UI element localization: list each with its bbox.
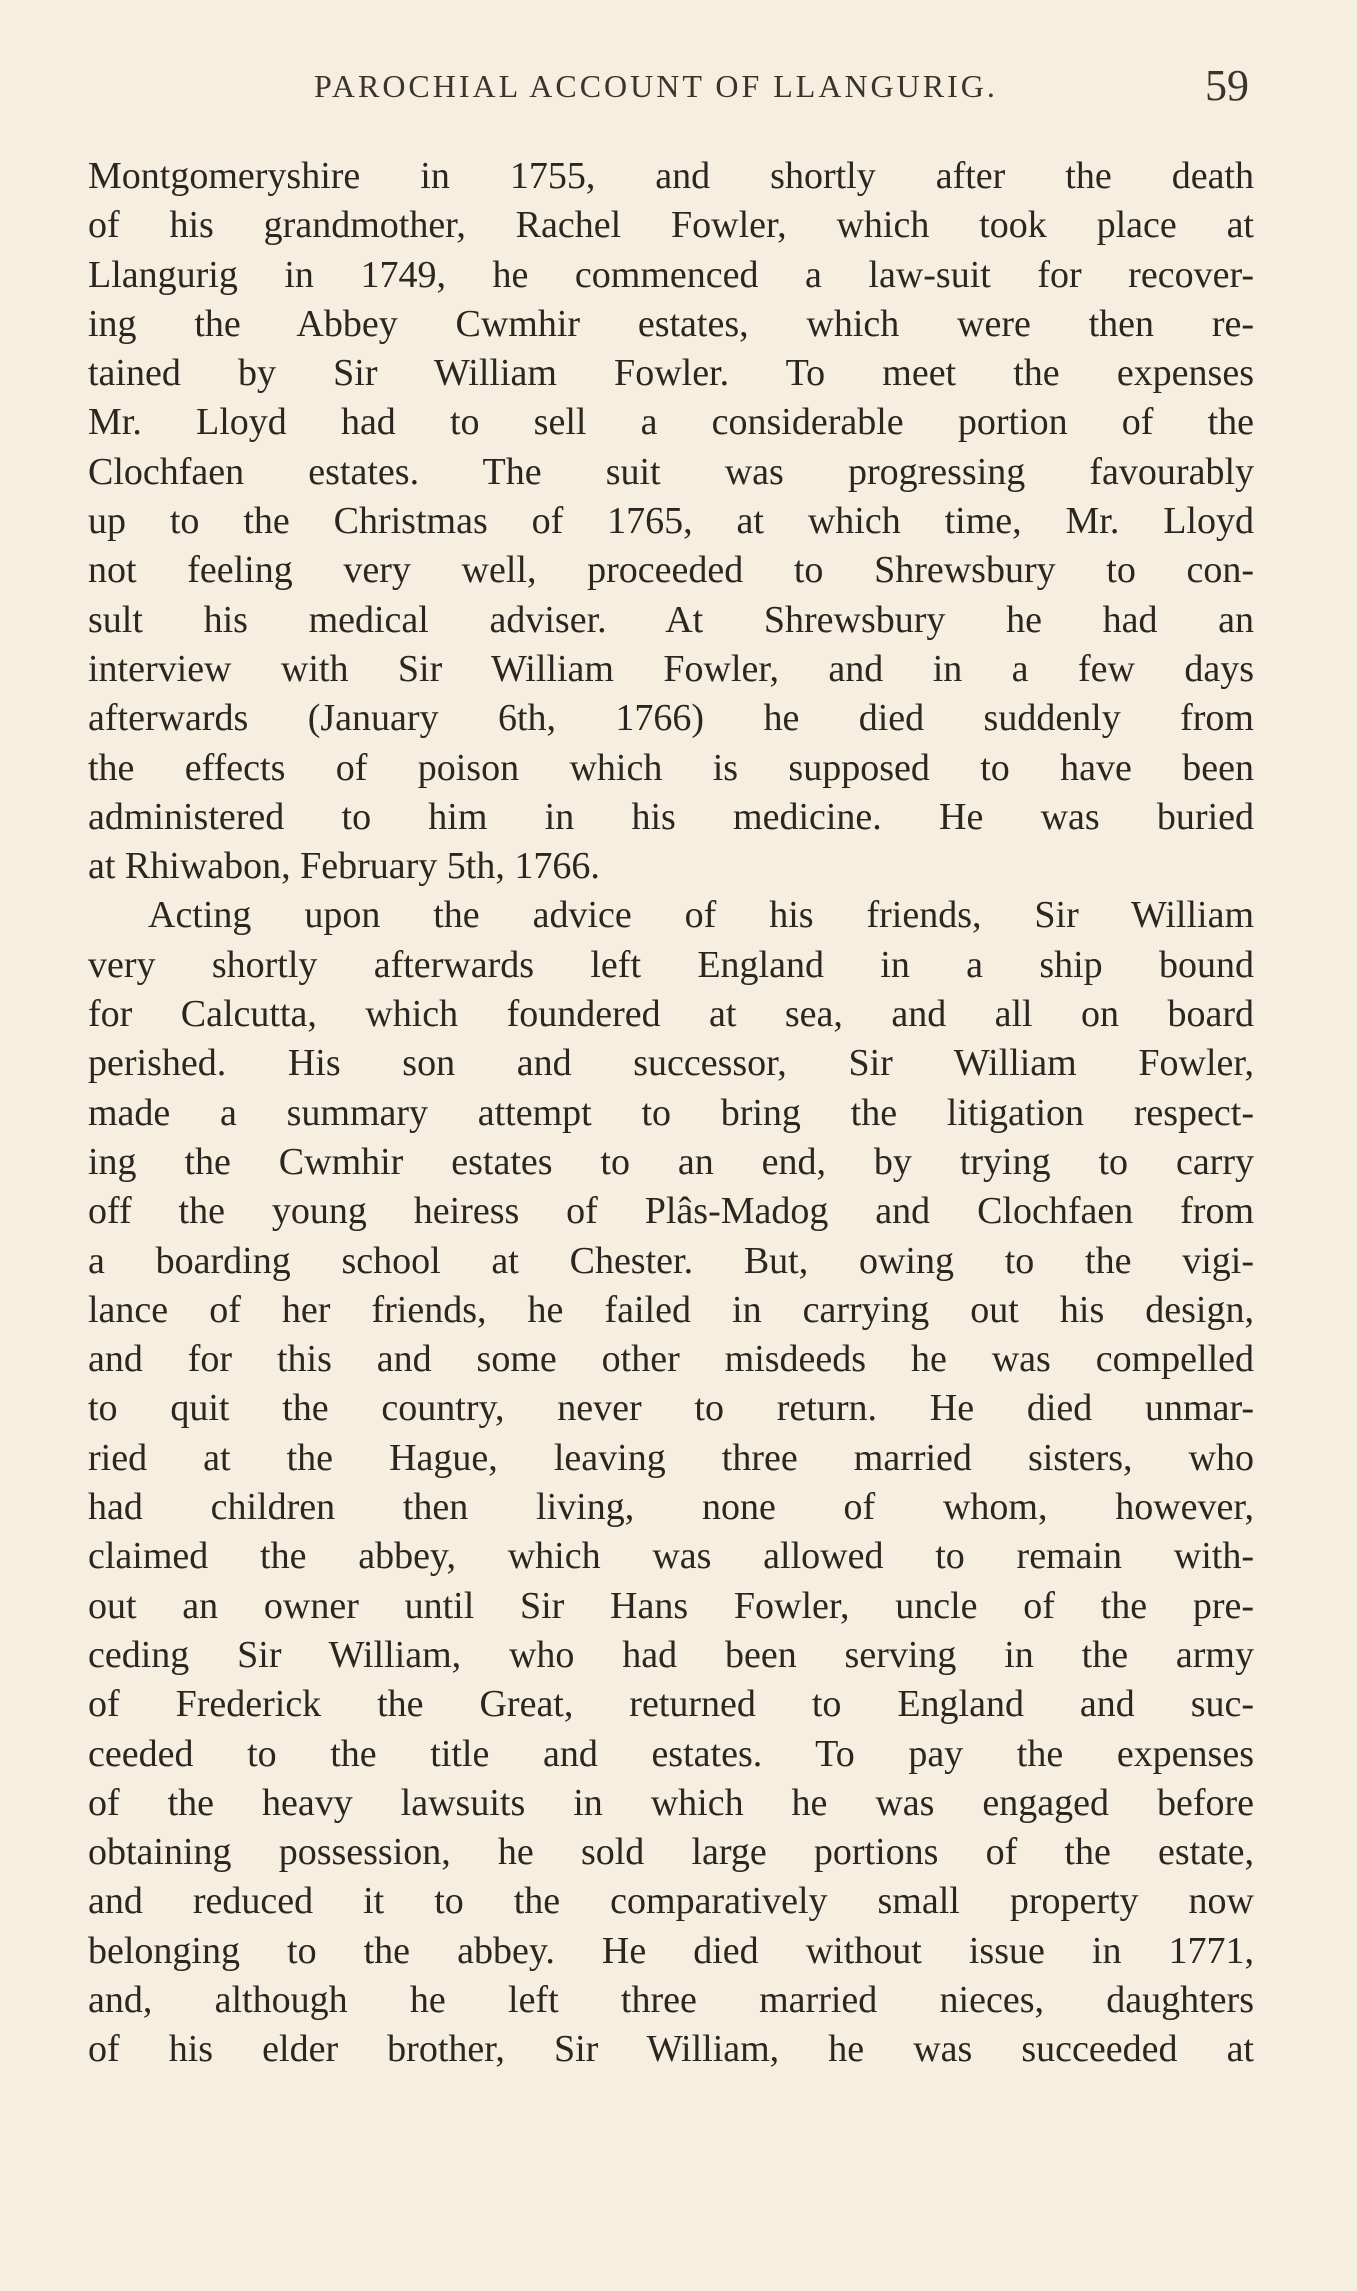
text-line: sult his medical adviser. At Shrewsbury he had an [88, 598, 1254, 641]
text-line: and, although he left three married nieces, daughters [88, 1978, 1254, 2021]
page-number: 59 [1205, 61, 1249, 110]
text-line: of his grandmother, Rachel Fowler, which took place at [88, 204, 1254, 247]
text-line: perished. His son and successor, Sir William Fowler, [88, 1042, 1254, 1085]
text-line: out an owner until Sir Hans Fowler, uncle of the pre- [88, 1584, 1254, 1627]
text-line: ried at the Hague, leaving three married sisters, who [88, 1436, 1254, 1479]
text-line: made a summary attempt to bring the litigation respect- [88, 1091, 1254, 1134]
text-line: for Calcutta, which foundered at sea, and all on board [88, 993, 1254, 1036]
text-line: ing the Abbey Cwmhir estates, which were then re- [88, 302, 1254, 345]
text-line: and reduced it to the comparatively small property now [88, 1880, 1254, 1923]
text-line: of the heavy lawsuits in which he was engaged before [88, 1781, 1254, 1824]
running-title: PAROCHIAL ACCOUNT OF LLANGURIG. [314, 68, 998, 104]
text-line: had children then living, none of whom, however, [88, 1486, 1254, 1529]
paragraph [88, 152, 1254, 891]
text-line: at Rhiwabon, February 5th, 1766. [88, 845, 600, 888]
text-line: claimed the abbey, which was allowed to remain with- [88, 1535, 1254, 1578]
text-line: of Frederick the Great, returned to England and suc- [88, 1683, 1254, 1726]
paragraph [88, 891, 1254, 2074]
text-line: Clochfaen estates. The suit was progressing favourably [88, 450, 1254, 493]
text-line: ceeded to the title and estates. To pay the expenses [88, 1732, 1254, 1775]
text-line: ing the Cwmhir estates to an end, by trying to carry [88, 1140, 1254, 1183]
text-line: very shortly afterwards left England in a ship bound [88, 943, 1254, 986]
text-line: and for this and some other misdeeds he was compelled [88, 1338, 1254, 1381]
text-line: obtaining possession, he sold large portions of the estate, [88, 1831, 1254, 1874]
text-line: Acting upon the advice of his friends, Sir William [148, 894, 1254, 937]
text-line: Mr. Lloyd had to sell a considerable portion of the [88, 401, 1254, 444]
text-line: to quit the country, never to return. He died unmar- [88, 1387, 1254, 1430]
text-line: the effects of poison which is supposed to have been [88, 746, 1254, 789]
text-line: administered to him in his medicine. He was buried [88, 795, 1254, 838]
text-line: afterwards (January 6th, 1766) he died suddenly from [88, 697, 1254, 740]
text-line: Montgomeryshire in 1755, and shortly after the death [88, 155, 1254, 197]
running-header [0, 60, 1357, 120]
text-line: belonging to the abbey. He died without issue in 1771, [88, 1929, 1254, 1972]
text-line: up to the Christmas of 1765, at which time, Mr. Lloyd [88, 500, 1254, 543]
text-line: off the young heiress of Plâs-Madog and Clochfaen from [88, 1190, 1254, 1233]
text-line: a boarding school at Chester. But, owing to the vigi- [88, 1239, 1254, 1282]
text-line: not feeling very well, proceeded to Shrewsbury to con- [88, 549, 1254, 592]
text-line: of his elder brother, Sir William, he was succeeded at [88, 2028, 1254, 2071]
text-line: ceding Sir William, who had been serving in the army [88, 1633, 1254, 1676]
text-line: interview with Sir William Fowler, and in a few days [88, 647, 1254, 690]
text-line: Llangurig in 1749, he commenced a law-suit for recover- [88, 253, 1254, 296]
body-text [88, 152, 1254, 2075]
text-line: lance of her friends, he failed in carrying out his design, [88, 1288, 1254, 1331]
text-line: tained by Sir William Fowler. To meet the expenses [88, 352, 1254, 395]
